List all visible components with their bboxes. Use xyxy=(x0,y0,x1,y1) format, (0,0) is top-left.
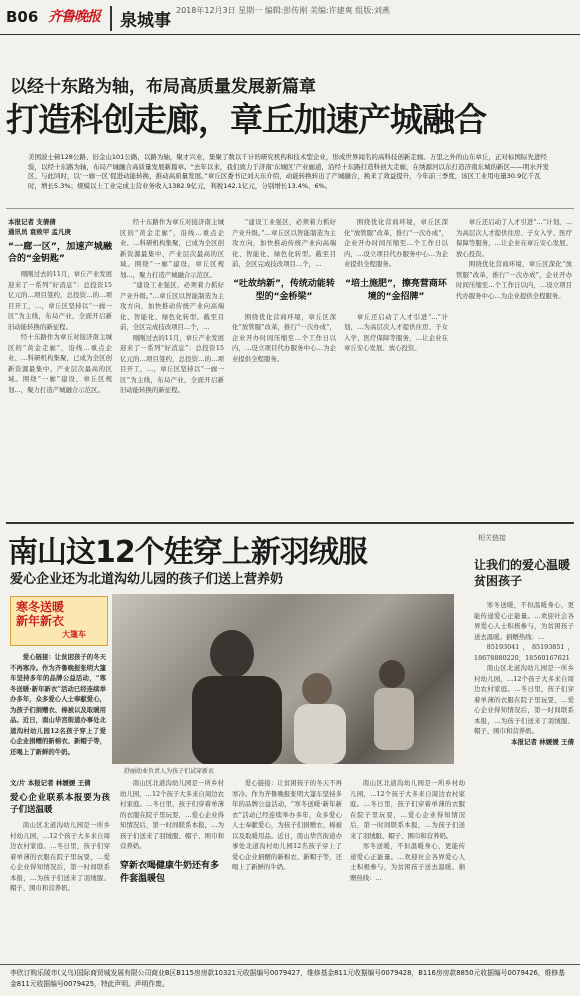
story2-subheadline: 爱心企业还为北道沟幼儿园的孩子们送上营养奶 xyxy=(10,572,284,587)
story2-headline: 南山这12个娃穿上新羽绒服 xyxy=(8,535,367,570)
related-reporter: 本报记者 林媛媛 王倩 xyxy=(510,737,574,746)
column-text-cont: “建设工业强区，必须着力抓好产业升级。”…章丘区以智能制造为主攻方向，加快推动传统产业向高端化、智能化、绿色化转型。截至目前，全区完成技改项目…个，… xyxy=(120,281,224,331)
subhead-new-clothes: 穿新衣喝健康牛奶还有多件套温暖包 xyxy=(120,860,220,884)
story1-lead: 美国波士顿128公路、旧金山101公路，以路为轴，聚才兴业，集聚了数以千计的研究机构和技术型企业，形成世界闻名的高科技创新走廊。万里之外的山东章丘，正对标国际先进经验，以经十东路为轴，布局产城融合高质量发展新篇章。“去年以来，我们致力于济南‘东城区’产业廊道，沿经十东路打造科创大走廊，在绣源河以东打造济南东城的新区——明水开发区、与此同时，以‘一廊一区’促进动能转换，推动高质量发展。”章丘区委书记刘天东介绍，动能转换转出了产城融合，换来了效益提升，今年前三季度，该区工业用电量30.9亿千瓦时，增长5.3%；规模以上工业完成主营业务收入1382.9亿元，利税142.1亿元，分别增长13.4%、6%。 xyxy=(28,153,549,190)
subhead-business-env: “培土施肥”，擦亮营商环境的“金招牌” xyxy=(345,278,447,302)
newspaper-logo: 齐鲁晚报 xyxy=(48,9,100,25)
child-body-2 xyxy=(374,688,414,750)
poster-line-1: 寒冬送暖 xyxy=(16,600,65,614)
child-body xyxy=(294,704,346,764)
poster-title xyxy=(16,600,64,628)
footer-text: 李欣订购乐陵市(义乌)国际商贸城发展有限公司商业B区B115房房款10321元收据编号0079427，维修基金811元收据编号0079428，B116房房款8850元收据编号0079426，维修基金811元收据编号0079425，特此声明。声明作废。 xyxy=(10,969,565,988)
story1-column-3 xyxy=(232,217,336,517)
subhead-one-corridor: “一廊一区”，加速产城融合的“金钥匙” xyxy=(8,242,112,264)
story2-text: 南山区北道沟幼儿园是一所乡村幼儿园，…12个孩子大多来自周边农村家庭。…冬日里，孩子们穿着单薄的衣服在院子里玩耍，…爱心企业得知情况后，第一时间联系本报，…为孩子们送来了羽绒服、帽子、围巾和营养奶。 xyxy=(120,779,224,850)
column-text-cont: 围绕优化营商环境，章丘区深化“放管服”改革，推行“一次办成”，企业开办时间压缩至…个工作日以内，…设立项目代办服务中心…为企业提供全程服务。 xyxy=(456,260,572,300)
related-text-cont: 南山区北道沟幼儿园是一所乡村幼儿园，…12个孩子大多来自周边农村家庭。…冬日里，孩子们穿着单薄的衣服在院子里玩耍，…爱心企业得知情况后，第一时间联系本报，…为孩子们送来了羽绒服、帽子、围巾和营养奶。 xyxy=(474,664,574,735)
page-number: B06 xyxy=(6,8,39,26)
column-text-cont: 经十东路作为章丘对接济南主城区的“黄金走廊”，沿线…重点企业、…科研机构集聚，已成为全区创新资源最集中、产业层次最高的区域。围绕“一廊”建设，章丘区规划…，聚力打造产城融合示范区。 xyxy=(8,333,112,394)
column-text-cont: 章丘还启动了人才引进“…”计划，…为高层次人才提供住房、子女入学、医疗保障等服务，…让企业在章丘安心发展、放心投资。 xyxy=(344,312,448,352)
related-phone: 85193041，85193851，18678880220，18560167621 xyxy=(474,643,574,662)
story1-column-5 xyxy=(456,217,572,517)
reporter-line: 本报记者 支倩倩 xyxy=(8,218,56,226)
story2-column-1 xyxy=(10,778,110,958)
children-photo-illustration xyxy=(112,594,454,764)
column-text: “建设工业强区，必须着力抓好产业升级。”…章丘区以智能制造为主攻方向，加快推动传统产业向高端化、智能化、绿色化转型。截至目前，全区完成技改项目…个，… xyxy=(232,218,336,268)
child-head-2 xyxy=(379,660,405,688)
column-text: 章丘还启动了人才引进“…”计划，…为高层次人才提供住房、子女入学、医疗保障等服务，…让企业在章丘安心发展、放心投资。 xyxy=(456,218,572,258)
footer-notice xyxy=(0,964,580,996)
correspondent-line: 通讯员 袁致甲 孟凡庚 xyxy=(8,228,72,236)
poster-tag: 大篷车 xyxy=(62,630,86,639)
story2-column-3 xyxy=(232,778,342,958)
story2-intro xyxy=(10,652,106,772)
photo-caption: 舒丽幼业负责人为孩子们试穿新衣 xyxy=(124,768,215,775)
story2-column-4 xyxy=(350,778,465,958)
subhead-enterprise-contact: 爱心企业联系本报要为孩子们送温暖 xyxy=(10,793,110,815)
issue-meta: 2018年12月3日 星期一 编辑:彭传刚 美编:许建爽 组版:刘燕 xyxy=(176,6,390,15)
subhead-transform: “吐故纳新”，传统动能转型的“金桥梁” xyxy=(233,278,335,302)
child-head xyxy=(302,673,332,705)
column-text: 围绕优化营商环境，章丘区深化“放管服”改革，推行“一次办成”，企业开办时间压缩至…个工作日以内，…设立项目代办服务中心…为企业提供全程服务。 xyxy=(344,218,448,268)
column-text-cont: 围绕优化营商环境，章丘区深化“放管服”改革，推行“一次办成”，企业开办时间压缩至…个工作日以内，…设立项目代办服务中心…为企业提供全程服务。 xyxy=(232,312,336,363)
story2-text-cont: 寒冬送暖，不但温暖身心，更能传递爱心正能量。…欢迎社会各界爱心人士积极参与，为贫困孩子送去温暖。捐赠热线：… xyxy=(350,842,465,882)
story-divider xyxy=(6,522,574,524)
intro-text: 爱心链接：让贫困孩子的冬天不再寒冷。作为齐鲁晚报张明大篷车坚持多年的品牌公益活动，“寒冬送暖·新年新衣”活动已经连续举办多年，众多爱心人士奉献爱心，为孩子们捐赠衣、棉被以及取暖用品。近日，南山华宫街道办事处北道沟村幼儿园12名孩子穿上了爱心企业捐赠的新棉衣、新帽子等，还喝上了新鲜的牛奶。 xyxy=(10,653,106,756)
news-photo xyxy=(112,594,454,764)
related-title: 让我们的爱心温暖贫困孩子 xyxy=(474,558,571,588)
poster-line-2: 新年新衣 xyxy=(16,614,65,628)
story2-column-2 xyxy=(120,778,224,958)
story2-text: 爱心链接：让贫困孩子的冬天不再寒冷。作为齐鲁晚报张明大篷车坚持多年的品牌公益活动，“寒冬送暖·新年新衣”活动已经连续举办多年，众多爱心人士奉献爱心，为孩子们捐赠衣、棉被以及取暖用品。近日，南山华宫街道办事处北道沟村幼儿园12名孩子穿上了爱心企业捐赠的新棉衣、新帽子等，还喝上了新鲜的牛奶。 xyxy=(232,779,342,871)
column-text: 经十东路作为章丘对接济南主城区的“黄金走廊”，沿线…重点企业、…科研机构集聚，已成为全区创新资源最集中、产业层次最高的区域。围绕“一廊”建设，章丘区规划…，聚力打造产城融合示范区。 xyxy=(120,218,224,279)
adult-body xyxy=(192,676,282,764)
column-text: 刚刚过去的11月，章丘产业发展迎来了一系列“好消息”：总投资15亿元的…项目签约，总投资…的…项目开工，…，章丘区坚持以“一廊一区”为主线，布局产业，全面开启新旧动能转换的新征程。 xyxy=(8,270,112,331)
divider xyxy=(6,208,574,209)
story1-column-1 xyxy=(8,217,112,517)
story1-column-4 xyxy=(344,217,448,517)
story1-kicker: 以经十东路为轴，布局高质量发展新篇章 xyxy=(10,77,316,97)
column-text-cont2: 刚刚过去的11月，章丘产业发展迎来了一系列“好消息”：总投资15亿元的…项目签约，总投资…的…项目开工，…，章丘区坚持以“一廊一区”为主线，布局产业，全面开启新旧动能转换的新征程。 xyxy=(120,333,224,394)
story2-reporter: 文/片 本报记者 林媛媛 王倩 xyxy=(10,779,91,787)
related-text: 寒冬送暖，不但温暖身心，更能传递爱心正能量。…欢迎社会各界爱心人士积极参与，为贫困孩子送去温暖。捐赠热线：… xyxy=(474,601,574,641)
adult-head xyxy=(210,630,254,678)
story2-text: 南山区北道沟幼儿园是一所乡村幼儿园，…12个孩子大多来自周边农村家庭。…冬日里，孩子们穿着单薄的衣服在院子里玩耍，…爱心企业得知情况后，第一时间联系本报，…为孩子们送来了羽绒服、帽子、围巾和营养奶。 xyxy=(350,779,465,840)
section-title: 泉城事 xyxy=(110,6,171,31)
story1-column-2 xyxy=(120,217,224,517)
story2-text: 南山区北道沟幼儿园是一所乡村幼儿园，…12个孩子大多来自周边农村家庭。…冬日里，孩子们穿着单薄的衣服在院子里玩耍，…爱心企业得知情况后，第一时间联系本报，…为孩子们送来了羽绒服、帽子、围巾和营养奶。 xyxy=(10,821,110,892)
related-body xyxy=(474,600,574,945)
related-label: 相关链接 xyxy=(478,534,506,542)
story1-headline: 打造科创走廊，章丘加速产城融合 xyxy=(6,100,486,139)
